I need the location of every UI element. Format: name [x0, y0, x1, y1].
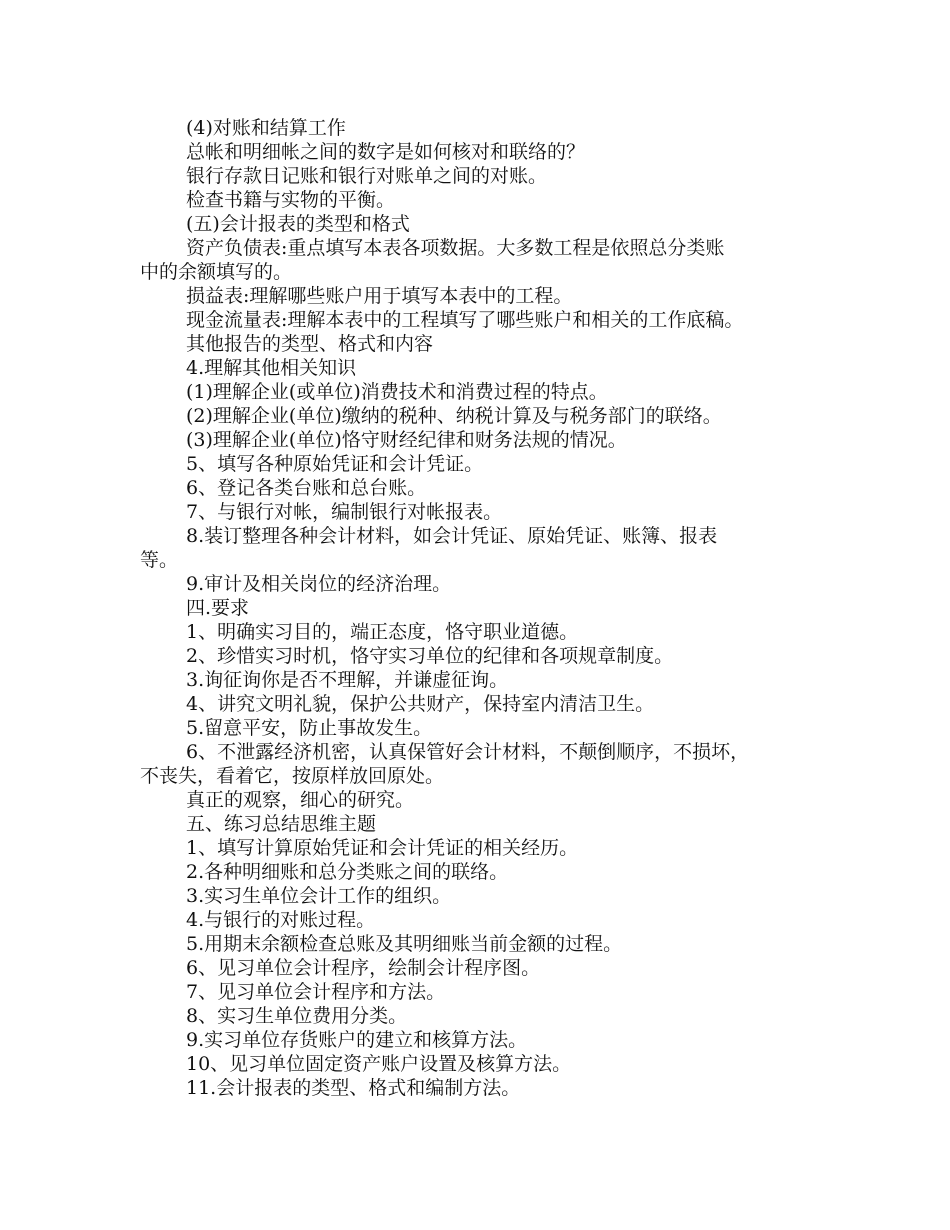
- section-heading: 四.要求: [186, 597, 250, 619]
- paragraph-first-line: 资产负债表:重点填写本表各项数据。大多数工程是依照总分类账: [186, 237, 725, 259]
- section-heading: (五)会计报表的类型和格式: [186, 213, 410, 235]
- text-line: (4)对账和结算工作: [186, 117, 346, 139]
- text-line: 7、见习单位会计程序和方法。: [186, 981, 446, 1003]
- text-line: 5.留意平安，防止事故发生。: [186, 717, 433, 739]
- paragraph-continuation: 中的余额填写的。: [140, 261, 293, 283]
- text-line: 1、填写计算原始凭证和会计凭证的相关经历。: [186, 837, 579, 859]
- text-line: 银行存款日记账和银行对账单之间的对账。: [186, 165, 548, 187]
- text-line: 6、见习单位会计程序，绘制会计程序图。: [186, 957, 541, 979]
- text-line: 其他报告的类型、格式和内容: [186, 333, 434, 355]
- text-line: (1)理解企业(或单位)消费技术和消费过程的特点。: [186, 381, 608, 403]
- text-line: 9.实习单位存货账户的建立和核算方法。: [186, 1029, 528, 1051]
- text-line: 6、登记各类台账和总台账。: [186, 477, 427, 499]
- text-line: 3.实习生单位会计工作的组织。: [186, 885, 452, 907]
- text-line: 现金流量表:理解本表中的工程填写了哪些账户和相关的工作底稿。: [186, 309, 744, 331]
- text-line: (3)理解企业(单位)恪守财经纪律和财务法规的情况。: [186, 429, 627, 451]
- text-line: 9.审计及相关岗位的经济治理。: [186, 573, 452, 595]
- text-line: 5.用期末余额检查总账及其明细账当前金额的过程。: [186, 933, 623, 955]
- text-line: 4.与银行的对账过程。: [186, 909, 376, 931]
- text-line: 5、填写各种原始凭证和会计凭证。: [186, 453, 484, 475]
- section-heading: 4.理解其他相关知识: [186, 357, 357, 379]
- text-line: 3.询征询你是否不理解，并谦虚征询。: [186, 669, 509, 691]
- text-line: (2)理解企业(单位)缴纳的税种、纳税计算及与税务部门的联络。: [186, 405, 722, 427]
- text-line: 真正的观察，细心的研究。: [186, 789, 415, 811]
- wrapped-paragraph: [140, 524, 820, 572]
- document-body: [140, 116, 820, 1100]
- wrapped-paragraph: [140, 236, 820, 284]
- paragraph-continuation: 等。: [140, 549, 179, 571]
- text-line: 8、实习生单位费用分类。: [186, 1005, 408, 1027]
- text-line: 11.会计报表的类型、格式和编制方法。: [186, 1077, 521, 1099]
- section-heading: 五、练习总结思维主题: [186, 813, 377, 835]
- paragraph-first-line: 8.装订整理各种会计材料，如会计凭证、原始凭证、账簿、报表: [186, 525, 718, 547]
- text-line: 4、讲究文明礼貌，保护公共财产，保持室内清洁卫生。: [186, 693, 655, 715]
- wrapped-paragraph: [140, 740, 820, 788]
- text-line: 总帐和明细帐之间的数字是如何核对和联络的？: [186, 141, 586, 163]
- text-line: 7、与银行对帐，编制银行对帐报表。: [186, 501, 503, 523]
- text-line: 2.各种明细账和总分类账之间的联络。: [186, 861, 509, 883]
- text-line: 损益表:理解哪些账户用于填写本表中的工程。: [186, 285, 573, 307]
- text-line: 10、见习单位固定资产账户设置及核算方法。: [186, 1053, 572, 1075]
- paragraph-first-line: 6、不泄露经济机密，认真保管好会计材料，不颠倒顺序，不损坏，: [186, 741, 750, 763]
- text-line: 检查书籍与实物的平衡。: [186, 189, 396, 211]
- text-line: 2、珍惜实习时机，恪守实习单位的纪律和各项规章制度。: [186, 645, 674, 667]
- paragraph-continuation: 不丧失，看着它，按原样放回原处。: [140, 765, 445, 787]
- text-line: 1、明确实习目的，端正态度，恪守职业道德。: [186, 621, 579, 643]
